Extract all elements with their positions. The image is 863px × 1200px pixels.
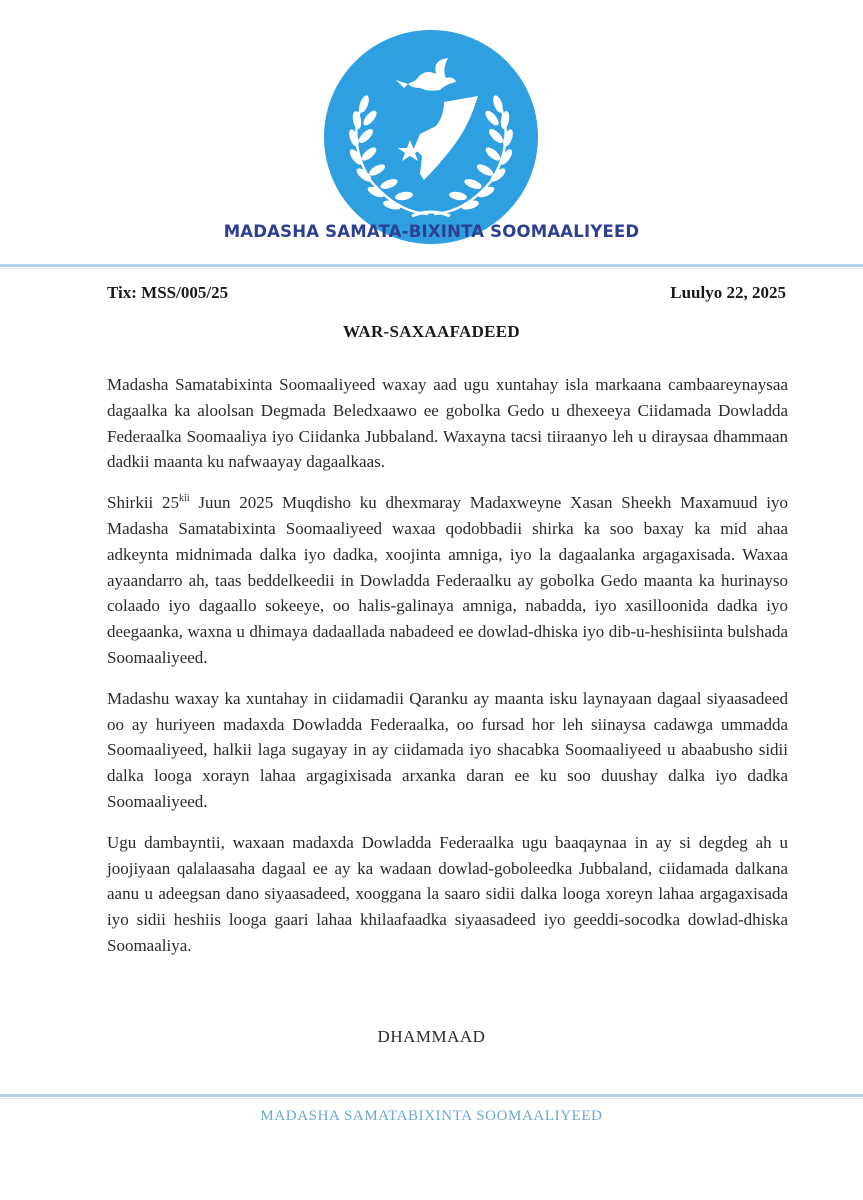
header-divider-secondary (0, 268, 863, 269)
paragraph-3: Madashu waxay ka xuntahay in ciidamadii Qaranku ay maanta isku laynayaan dagaal siyaasadeed oo ay huriyeen madaxda Dowladda Federaalka, oo fursad hor leh siinaysa cadawga ummadda Soomaaliyeed, halkii laga sugayay in ay ciidamada iyo shacabka Soomaaliyeed u abaabusho sidii dalka looga xorayn lahaa argagixisada arxanka daran ee ku soo duushay dalka iyo dadka Soomaaliyeed. (107, 688, 788, 811)
paragraph-4: Ugu dambayntii, waxaan madaxda Dowladda Federaalka ugu baaqaynaa in ay si degdeg ah u joojiyaan qalalaasaha dagaal ee ay ka wadaan dowlad-goboleedka Jubbaland, ciidamada dalkana aanu u adeegsan dano siyaasadeed, xooggana la saaro sidii dalka looga xoreyn lahaa argagaxisada iyo sidii heshiis looga gaari lahaa khilaafaadka siyaasadeed iyo geeddi-socodka dowlad-dhiska Soomaaliya. (107, 832, 788, 955)
footer-divider (0, 1094, 863, 1097)
paragraph-2 (107, 490, 788, 671)
reference-number: Tix: MSS/005/25 (107, 283, 229, 302)
closing-mark: DHAMMAAD (377, 1027, 486, 1046)
dove-somalia-wreath-logo-icon (324, 30, 538, 244)
footer-divider-secondary (0, 1098, 863, 1099)
footer-organization-name: MADASHA SAMATABIXINTA SOOMAALIYEED (260, 1108, 603, 1124)
ordinal-suffix: kii (179, 493, 190, 505)
letterhead-organization-name: MADASHA SAMATA-BIXINTA SOOMAALIYEED (223, 222, 640, 241)
document-date: Luulyo 22, 2025 (670, 283, 786, 302)
organization-logo (324, 30, 538, 244)
header-divider (0, 264, 863, 267)
paragraph-1: Madasha Samatabixinta Soomaaliyeed waxay aad ugu xuntahay isla markaana cambaareynaysaa dagaalka ka aloolsan Degmada Beledxaawo ee gobolka Gedo u dhexeeya Ciidamada Dowladda Federaalka Soomaaliya iyo Ciidanka Jubbaland. Waxayna tacsi tiiraanyo leh u diraysaa dhammaan dadkii maanta ku nafwaayay dagaalkaas. (107, 375, 788, 472)
document-body (107, 372, 788, 974)
document-title: WAR-SAXAAFADEED (342, 322, 521, 341)
paragraph-2-start: Shirkii 25 (107, 493, 180, 513)
paragraph-2-rest: Juun 2025 Muqdisho ku dhexmaray Madaxweyne Xasan Sheekh Maxamuud iyo Madasha Samatabixinta Soomaaliyeed waxaa qodobbadii shirka ka soo baxay ka mid ahaa adkeynta midnimada dalka iyo dadka, xoojinta amniga, iyo la dagaalanka argagaxisada. Waxaa ayaandarro ah, taas beddelkeedii in Dowladda Federaalku ay gobolka Gedo maanta ka hurinayso colaado iyo dagaallo sokeeye, oo halis-galinaya amniga, nabadda, iyo xasilloonida dadka iyo deegaanka, waxna u dhimaya dadaallada nabadeed ee dowlad-dhiska iyo dib-u-heshisiinta bulshada Soomaaliyeed. (107, 493, 788, 667)
